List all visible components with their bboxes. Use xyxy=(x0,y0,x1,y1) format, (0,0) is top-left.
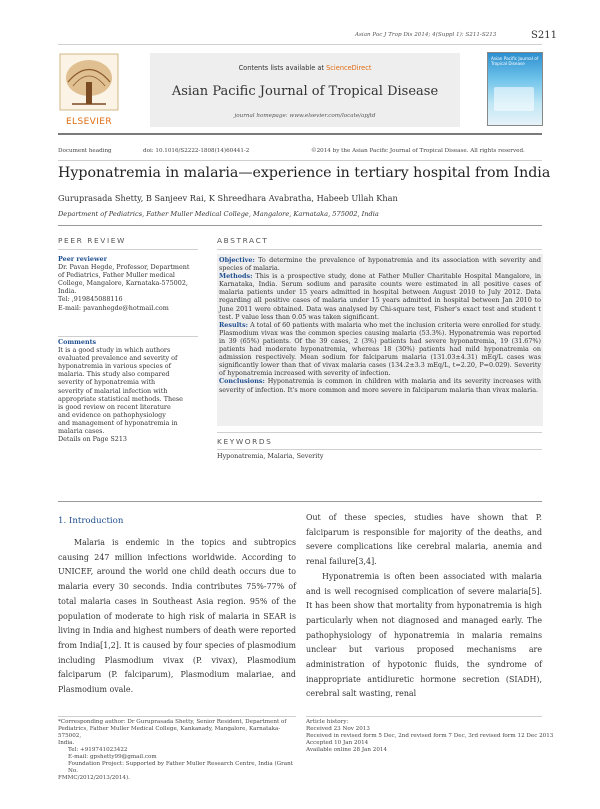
page-number: S211 xyxy=(531,30,557,41)
comment-line: malaria cases. xyxy=(58,427,105,436)
intro-heading: 1. Introduction xyxy=(58,516,124,526)
article-title: Hyponatremia in malaria—experience in tertiary hospital from India xyxy=(58,165,551,181)
comments-panel xyxy=(58,338,200,443)
conclusions-label: Conclusions: xyxy=(219,377,265,386)
footnote-line: *Corresponding author: Dr Guruprasada Shetty, Senior Resident, Department of xyxy=(58,719,287,725)
document-heading: Document heading xyxy=(58,148,112,154)
comments-label: Comments xyxy=(58,338,97,346)
conclusions-text: Hyponatremia is common in children with malaria and its severity increases with severity of infection. It's more common and more severe in falciparum malaria than vivax malaria. xyxy=(219,377,541,394)
comment-line: is good review on recent literature xyxy=(58,402,171,411)
contents-line xyxy=(150,64,460,72)
intro-paragraph: Out of these species, studies have shown that P. falciparum is responsible for majority of the deaths, and severe complications like cerebral malaria, anemia and renal failure[3,4]. xyxy=(306,513,542,567)
journal-homepage[interactable]: journal homepage: www.elsevier.com/locate/apjtd xyxy=(234,113,376,119)
history-line: Received in revised form 5 Dec, 2nd revised form 7 Dec, 3rd revised form 12 Dec 2013 xyxy=(306,733,554,739)
comment-line: severity of hyponatremia with xyxy=(58,378,156,387)
peer-review-panel xyxy=(58,255,200,312)
history-line: Accepted 10 Jan 2014 xyxy=(306,740,369,746)
abstract-heading: ABSTRACT xyxy=(217,236,269,245)
footnote xyxy=(58,719,298,782)
contents-prefix: Contents lists available at xyxy=(238,64,327,72)
comment-line: and evidence on pathophysiology xyxy=(58,410,166,419)
peer-reviewer-label: Peer reviewer xyxy=(58,255,107,263)
abstract-text xyxy=(219,256,541,394)
authors: Guruprasada Shetty, B Sanjeev Rai, K Shreedhara Avabratha, Habeeb Ullah Khan xyxy=(58,193,398,203)
journal-cover xyxy=(487,52,543,126)
methods-label: Methods: xyxy=(219,272,253,281)
intro-col2 xyxy=(306,511,542,702)
reviewer-line: Dr. Pavan Hegde, Professor, Department xyxy=(58,263,190,272)
history-line: Available online 28 Jan 2014 xyxy=(306,747,388,753)
comment-line: malaria. This study also compared xyxy=(58,370,170,379)
results-text: A total of 60 patients with malaria who met the inclusion criteria were enrolled for study. Plasmodium vivax was the common species causing malaria (53.3%). Hyponatremia was reported in 39 (65%) patients. Of the 39 cases, 2 (3%) patients had severe hyponatremia, 19 (31.67%) patients had moderate hyponatremia, whereas 18 (30%) patients had mild hyponatremia on admission respectively. Mean sodium for falciparum malaria (131.03±4.31) mEq/L cases was significantly lower than that of vivax malaria cases (134.2±3.3 mEq/L, t=2.20, P=0.029). Severity of hyponatremia increased with severity of infection. xyxy=(219,320,541,378)
publisher-name: ELSEVIER xyxy=(65,117,113,127)
methods-text: This is a prospective study, done at Father Muller Charitable Hospital Mangalore, in Karnataka, India. Serum sodium and parasite counts were estimated in all positive cases of malaria patients under 15 years admitted in hospital between August 2010 to July 2012. Data regarding all positive cases of malaria under 15 years admitted in hospital between Jan 2010 to June 2011 were obtained. Data was analysed by Chi-square test, Fisher's exact test and student t test. P value less than 0.05 was taken significant. xyxy=(219,272,541,321)
keywords-heading: KEYWORDS xyxy=(217,437,273,446)
details-link[interactable]: Details on Page S213 xyxy=(58,435,127,444)
intro-paragraph: Hyponatremia is often been associated with malaria and is well recognised complication of severe malaria[5]. It has been show that mortality from hyponatremia is high particularly when not diagnosed and managed early. The pathophysiology of hyponatremia in malaria remains unclear but various proposed mechanisms are administration of hypotonic fluids, the syndrome of inappropriate antidiuretic hormone secretion (SIADH), cerebral salt wasting, renal xyxy=(306,571,542,699)
objective-label: Objective: xyxy=(219,256,255,264)
reviewer-line: India. xyxy=(58,287,77,296)
affiliation: Department of Pediatrics, Father Muller Medical College, Mangalore, Karnataka, 575002, India xyxy=(58,210,379,218)
history-line: Received 23 Nov 2013 xyxy=(306,726,370,732)
comment-line: appropriate statistical methods. These xyxy=(58,394,183,403)
comment-line: severity of malarial infection with xyxy=(58,386,168,395)
cover-title: Asian Pacific Journal of Tropical Disease xyxy=(491,56,539,66)
comment-line: hyponatremia in various species of xyxy=(58,362,172,371)
keywords-text: Hyponatremia, Malaria, Severity xyxy=(217,452,324,460)
footnote-line: Foundation Project: Supported by Father Muller Research Centre, India (Grant No. xyxy=(68,761,293,774)
doi[interactable]: doi: 10.1016/S2222-1808(14)60441-2 xyxy=(143,148,250,154)
footnote-line: Pediatrics, Father Muller Medical College, Kankanady, Mangalore, Karnataka-575002, xyxy=(58,726,281,739)
footnote-line: FMMC/2012/2013/2014). xyxy=(58,775,130,781)
elsevier-tree-icon xyxy=(58,52,120,112)
article-history xyxy=(306,719,554,754)
footnote-line: Tel: +919741023422 xyxy=(68,747,128,753)
journal-title: Asian Pacific Journal of Tropical Disease xyxy=(171,84,439,99)
footnote-line: India. xyxy=(58,740,75,746)
copyright: ©2014 by the Asian Pacific Journal of Tropical Disease. All rights reserved. xyxy=(311,148,525,154)
sciencedirect-link[interactable]: ScienceDirect xyxy=(326,64,372,72)
elsevier-logo xyxy=(58,52,120,127)
intro-paragraph: Malaria is endemic in the topics and subtropics causing 247 million infections worldwide. According to UNICEF, around the world one child death occurs due to malaria every 30 seconds. India contributes 75%-77% of total malaria cases in Southeast Asia region. 95% of the population of moderate to high risk of malaria in SEAR is living in India and highest numbers of death were reported from India[1,2]. It is caused by four species of plasmodium including Plasmodium vivax (P. vivax), Plasmodium falciparum (P. falciparum), Plasmodium malariae, and Plasmodium ovale. xyxy=(58,538,296,695)
reviewer-email[interactable]: E-mail: pavanhegde@hotmail.com xyxy=(58,303,169,312)
comment-line: and management of hyponatremia in xyxy=(58,418,178,427)
history-line: Article history: xyxy=(306,719,349,725)
objective-text: To determine the prevalence of hyponatremia and its association with severity and species of malaria. xyxy=(219,256,541,273)
citation-line: Asian Pac J Trop Dis 2014; 4(Suppl 1): S211-S213 xyxy=(355,32,497,38)
reviewer-line: Tel: ,919845088116 xyxy=(58,295,123,304)
comment-line: evaluated prevalence and severity of xyxy=(58,354,178,363)
peer-review-heading: PEER REVIEW xyxy=(58,236,126,245)
intro-col1 xyxy=(58,536,296,698)
footnote-email[interactable]: E-mail: gpshetty99@gmail.com xyxy=(68,754,157,760)
reviewer-line: College, Mangalore, Karnataka-575002, xyxy=(58,279,188,288)
reviewer-line: of Pediatrics, Father Muller medical xyxy=(58,271,175,280)
results-label: Results: xyxy=(219,320,248,329)
comment-line: It is a good study in which authors xyxy=(58,346,171,355)
